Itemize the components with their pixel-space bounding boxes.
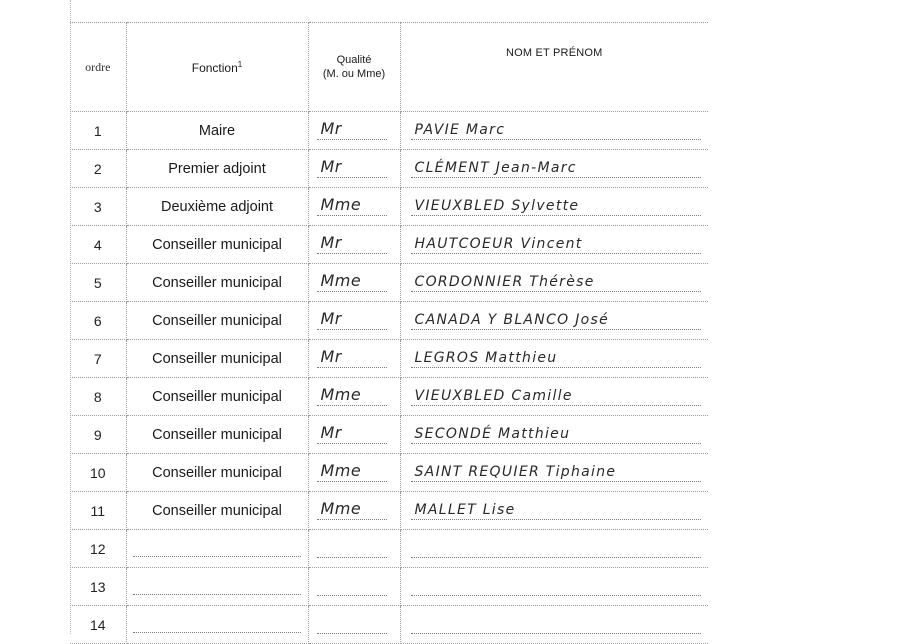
row-fonction-text: Conseiller municipal [152, 388, 282, 405]
row-nom [400, 302, 708, 340]
row-nom [400, 530, 708, 568]
row-nom [400, 188, 708, 226]
nom-line [411, 271, 701, 292]
qualite-line [317, 499, 387, 520]
nom-line [411, 537, 701, 558]
row-nom [400, 492, 708, 530]
row-nom [400, 112, 708, 150]
row-qualite-handwritten: Mr [320, 308, 342, 328]
qualite-line [317, 195, 387, 216]
row-ordre: 9 [70, 416, 126, 454]
nom-line [411, 385, 701, 406]
table-row [70, 568, 708, 606]
table-row [70, 112, 708, 150]
table-header-row [70, 23, 708, 112]
nom-line [411, 499, 701, 520]
header-fonction [126, 23, 308, 112]
qualite-line [317, 537, 387, 558]
table-row [70, 454, 708, 492]
qualite-line [317, 461, 387, 482]
row-ordre: 5 [70, 264, 126, 302]
row-fonction [126, 568, 308, 606]
row-qualite-handwritten: Mr [320, 346, 342, 366]
row-ordre: 13 [70, 568, 126, 606]
row-ordre: 6 [70, 302, 126, 340]
table-row [70, 226, 708, 264]
qualite-line [317, 613, 387, 634]
footnote-marker: 1 [237, 59, 243, 69]
qualite-line [317, 233, 387, 254]
row-ordre: 4 [70, 226, 126, 264]
row-qualite-handwritten: Mme [320, 384, 362, 404]
row-nom [400, 568, 708, 606]
row-nom-handwritten: CANADA Y BLANCO José [414, 311, 610, 328]
table-row [70, 416, 708, 454]
row-qualite [308, 150, 400, 188]
row-fonction [126, 226, 308, 264]
row-nom-handwritten: VIEUXBLED Camille [414, 387, 573, 404]
nom-line [411, 423, 701, 444]
row-ordre: 1 [70, 112, 126, 150]
blank-fonction-line [133, 578, 301, 595]
nom-line [411, 575, 701, 596]
council-members-table [70, 22, 708, 644]
row-ordre: 12 [70, 530, 126, 568]
row-fonction-text: Conseiller municipal [152, 274, 282, 291]
row-ordre: 14 [70, 606, 126, 644]
row-fonction [126, 492, 308, 530]
row-fonction [126, 454, 308, 492]
row-ordre: 10 [70, 454, 126, 492]
nom-line [411, 233, 701, 254]
row-nom-handwritten: SAINT REQUIER Tiphaine [414, 463, 617, 480]
qualite-line [317, 423, 387, 444]
row-nom [400, 454, 708, 492]
row-nom-handwritten: CLÉMENT Jean-Marc [414, 159, 577, 176]
row-qualite-handwritten: Mr [320, 118, 342, 138]
row-nom-handwritten: PAVIE Marc [414, 121, 506, 138]
row-qualite-handwritten: Mr [320, 156, 342, 176]
nom-line [411, 119, 701, 140]
qualite-line [317, 119, 387, 140]
table-body [70, 112, 708, 644]
row-qualite [308, 264, 400, 302]
row-nom [400, 606, 708, 644]
row-nom-handwritten: MALLET Lise [414, 501, 516, 518]
header-qualite-hint: (M. ou Mme) [322, 68, 386, 80]
row-qualite-handwritten: Mme [320, 270, 362, 290]
header-ordre: ordre [70, 23, 126, 112]
row-qualite-handwritten: Mme [320, 498, 362, 518]
table-row [70, 492, 708, 530]
row-fonction-text: Conseiller municipal [152, 350, 282, 367]
row-qualite [308, 302, 400, 340]
table-row [70, 530, 708, 568]
blank-fonction-line [133, 616, 301, 633]
qualite-line [317, 385, 387, 406]
row-nom-handwritten: VIEUXBLED Sylvette [414, 197, 580, 214]
row-ordre: 8 [70, 378, 126, 416]
qualite-line [317, 575, 387, 596]
header-fonction-label: Fonction [191, 60, 238, 75]
row-nom-handwritten: LEGROS Matthieu [414, 349, 558, 366]
nom-line [411, 157, 701, 178]
table-row [70, 264, 708, 302]
row-ordre: 7 [70, 340, 126, 378]
row-fonction [126, 378, 308, 416]
row-ordre: 11 [70, 492, 126, 530]
row-qualite-handwritten: Mme [320, 194, 362, 214]
row-nom [400, 264, 708, 302]
row-fonction-text: Deuxième adjoint [160, 198, 274, 215]
row-fonction-text: Premier adjoint [168, 160, 266, 177]
nom-line [411, 461, 701, 482]
row-fonction-text: Maire [198, 122, 236, 139]
row-ordre: 2 [70, 150, 126, 188]
row-nom [400, 226, 708, 264]
row-fonction [126, 188, 308, 226]
row-nom [400, 150, 708, 188]
table-row [70, 378, 708, 416]
row-fonction [126, 530, 308, 568]
row-fonction-text: Conseiller municipal [152, 426, 282, 443]
nom-line [411, 195, 701, 216]
row-fonction-text: Conseiller municipal [152, 502, 282, 519]
row-qualite [308, 226, 400, 264]
row-qualite [308, 340, 400, 378]
row-qualite [308, 606, 400, 644]
row-qualite [308, 416, 400, 454]
row-qualite [308, 378, 400, 416]
row-nom [400, 378, 708, 416]
row-fonction [126, 340, 308, 378]
row-fonction [126, 606, 308, 644]
row-qualite-handwritten: Mme [320, 460, 362, 480]
header-qualite [308, 23, 400, 112]
table-row [70, 340, 708, 378]
row-nom-handwritten: CORDONNIER Thérèse [414, 273, 595, 290]
nom-line [411, 309, 701, 330]
row-fonction [126, 264, 308, 302]
row-qualite [308, 188, 400, 226]
qualite-line [317, 157, 387, 178]
header-nom-prenom: NOM ET PRÉNOM [400, 23, 708, 112]
row-nom-handwritten: HAUTCOEUR Vincent [414, 235, 583, 252]
qualite-line [317, 271, 387, 292]
table-row [70, 188, 708, 226]
table-row [70, 606, 708, 644]
row-qualite [308, 112, 400, 150]
row-fonction [126, 150, 308, 188]
row-nom [400, 340, 708, 378]
row-qualite [308, 530, 400, 568]
row-fonction [126, 416, 308, 454]
row-qualite [308, 454, 400, 492]
table-row [70, 150, 708, 188]
row-fonction [126, 112, 308, 150]
row-fonction-text: Conseiller municipal [152, 312, 282, 329]
row-fonction [126, 302, 308, 340]
header-qualite-label: Qualité [336, 54, 372, 66]
nom-line [411, 347, 701, 368]
qualite-line [317, 309, 387, 330]
table-row [70, 302, 708, 340]
nom-line [411, 613, 701, 634]
row-qualite [308, 568, 400, 606]
row-nom [400, 416, 708, 454]
qualite-line [317, 347, 387, 368]
row-qualite [308, 492, 400, 530]
row-nom-handwritten: SECONDÉ Matthieu [414, 425, 571, 442]
row-ordre: 3 [70, 188, 126, 226]
row-fonction-text: Conseiller municipal [152, 464, 282, 481]
row-qualite-handwritten: Mr [320, 422, 342, 442]
row-fonction-text: Conseiller municipal [152, 236, 282, 253]
blank-fonction-line [133, 540, 301, 557]
row-qualite-handwritten: Mr [320, 232, 342, 252]
